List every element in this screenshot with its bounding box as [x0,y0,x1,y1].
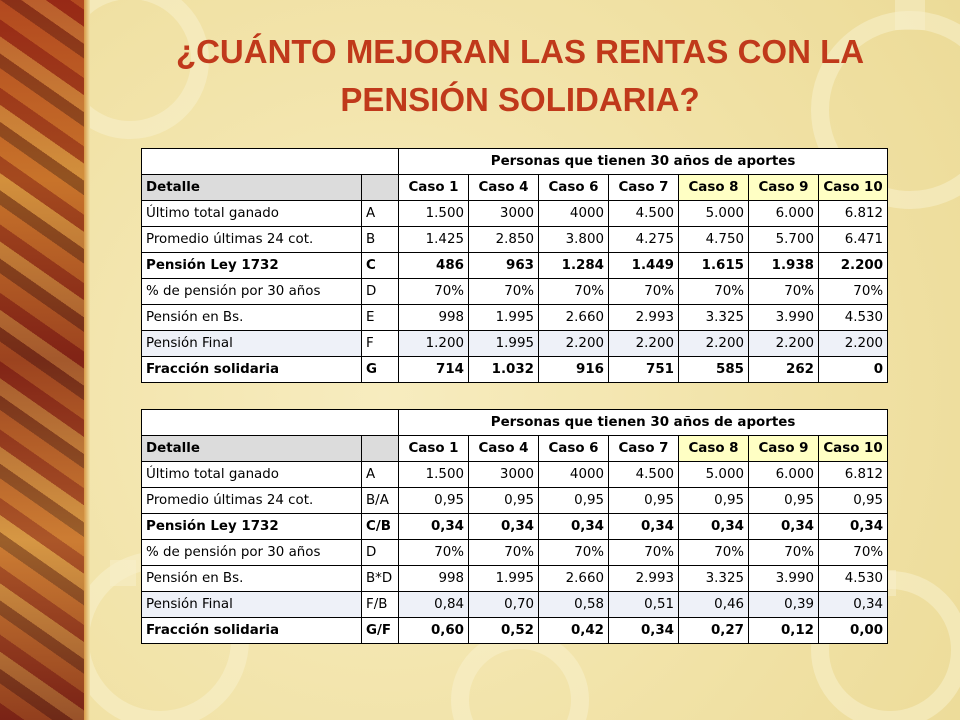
group-header: Personas que tienen 30 años de aportes [399,149,888,175]
detail-header: Detalle [142,436,362,462]
cell-value: 2.200 [819,253,888,279]
table-row [142,592,888,618]
row-label: Fracción solidaria [142,357,362,383]
row-label: Pensión Ley 1732 [142,514,362,540]
cell-value: 2.200 [749,331,819,357]
cell-value: 1.995 [469,566,539,592]
cell-value: 4.500 [609,462,679,488]
row-label: Pensión en Bs. [142,566,362,592]
cell-value: 6.000 [749,201,819,227]
cell-value: 0,12 [749,618,819,644]
cell-value: 1.500 [399,462,469,488]
cell-value: 0,95 [539,488,609,514]
cell-value: 4000 [539,462,609,488]
cell-value: 70% [609,540,679,566]
cell-value: 0,95 [749,488,819,514]
row-code: F/B [362,592,399,618]
cell-value: 3.990 [749,305,819,331]
cell-value: 262 [749,357,819,383]
decorative-sidebar [0,0,84,720]
cell-value: 0,70 [469,592,539,618]
cell-value: 4000 [539,201,609,227]
row-code: C [362,253,399,279]
cell-value: 0,39 [749,592,819,618]
cell-value: 5.000 [679,201,749,227]
cell-value: 0,00 [819,618,888,644]
row-label: % de pensión por 30 años [142,540,362,566]
cell-value: 2.993 [609,305,679,331]
cell-value: 1.938 [749,253,819,279]
cell-value: 70% [819,540,888,566]
row-label: Pensión Final [142,331,362,357]
row-label: Promedio últimas 24 cot. [142,488,362,514]
case-header: Caso 6 [539,436,609,462]
cell-value: 0,46 [679,592,749,618]
table-row [142,279,888,305]
table-row [142,462,888,488]
cell-value: 70% [469,279,539,305]
cell-value: 70% [819,279,888,305]
cell-value: 0,34 [609,618,679,644]
cell-value: 4.750 [679,227,749,253]
case-header: Caso 1 [399,436,469,462]
cell-value: 751 [609,357,679,383]
cell-value: 1.500 [399,201,469,227]
table-row [142,540,888,566]
cell-value: 0,34 [679,514,749,540]
case-header: Caso 1 [399,175,469,201]
cell-value: 0,60 [399,618,469,644]
cell-value: 2.200 [819,331,888,357]
cell-value: 70% [749,540,819,566]
cell-value: 4.530 [819,305,888,331]
row-code: E [362,305,399,331]
cell-value: 2.200 [539,331,609,357]
page-title [100,28,940,124]
cell-value: 70% [539,540,609,566]
table-ratios [141,409,888,644]
cell-value: 70% [609,279,679,305]
cell-value: 714 [399,357,469,383]
cell-value: 6.812 [819,201,888,227]
table-row [142,488,888,514]
cell-value: 70% [399,279,469,305]
group-header: Personas que tienen 30 años de aportes [399,410,888,436]
detail-header: Detalle [142,175,362,201]
row-label: Fracción solidaria [142,618,362,644]
cell-value: 585 [679,357,749,383]
case-header: Caso 6 [539,175,609,201]
cell-value: 3.990 [749,566,819,592]
cell-value: 1.425 [399,227,469,253]
cell-value: 0,95 [399,488,469,514]
cell-value: 0,51 [609,592,679,618]
row-code: D [362,279,399,305]
row-label: Pensión en Bs. [142,305,362,331]
cell-value: 70% [539,279,609,305]
cell-value: 2.660 [539,305,609,331]
cell-value: 0,58 [539,592,609,618]
row-code: B/A [362,488,399,514]
cell-value: 0,42 [539,618,609,644]
case-header: Caso 10 [819,436,888,462]
case-header: Caso 4 [469,175,539,201]
cell-value: 0,34 [819,514,888,540]
table-row [142,227,888,253]
cell-value: 70% [679,279,749,305]
table-corner [142,149,399,175]
cell-value: 0,95 [819,488,888,514]
cell-value: 5.700 [749,227,819,253]
cell-value: 4.500 [609,201,679,227]
table-row [142,514,888,540]
cell-value: 1.995 [469,331,539,357]
cell-value: 0,84 [399,592,469,618]
table-row [142,201,888,227]
case-header: Caso 10 [819,175,888,201]
cell-value: 2.200 [609,331,679,357]
cell-value: 0,34 [399,514,469,540]
cell-value: 3.325 [679,566,749,592]
row-code: B*D [362,566,399,592]
cell-value: 0,34 [469,514,539,540]
cell-value: 998 [399,305,469,331]
title-line-1: ¿CUÁNTO MEJORAN LAS RENTAS CON LA [175,33,865,70]
case-header: Caso 8 [679,175,749,201]
cell-value: 0,34 [609,514,679,540]
row-code: G [362,357,399,383]
cell-value: 0,95 [679,488,749,514]
case-header: Caso 7 [609,436,679,462]
cell-value: 916 [539,357,609,383]
cell-value: 2.850 [469,227,539,253]
table-row [142,566,888,592]
cell-value: 1.032 [469,357,539,383]
cell-value: 6.000 [749,462,819,488]
cell-value: 2.993 [609,566,679,592]
cell-value: 0,34 [539,514,609,540]
cell-value: 6.471 [819,227,888,253]
cell-value: 3.800 [539,227,609,253]
row-code: C/B [362,514,399,540]
cell-value: 70% [469,540,539,566]
cell-value: 5.000 [679,462,749,488]
table-row [142,618,888,644]
cell-value: 2.660 [539,566,609,592]
cell-value: 486 [399,253,469,279]
case-header: Caso 8 [679,436,749,462]
cell-value: 963 [469,253,539,279]
code-header [362,175,399,201]
cell-value: 70% [679,540,749,566]
row-code: F [362,331,399,357]
cell-value: 3000 [469,462,539,488]
cell-value: 3000 [469,201,539,227]
row-label: Último total ganado [142,462,362,488]
table-corner [142,410,399,436]
cell-value: 1.284 [539,253,609,279]
cell-value: 0 [819,357,888,383]
cell-value: 998 [399,566,469,592]
cell-value: 4.530 [819,566,888,592]
row-label: Pensión Ley 1732 [142,253,362,279]
cell-value: 6.812 [819,462,888,488]
case-header: Caso 9 [749,175,819,201]
row-code: G/F [362,618,399,644]
cell-value: 0,27 [679,618,749,644]
table-row [142,357,888,383]
cell-value: 2.200 [679,331,749,357]
table-row [142,253,888,279]
cell-value: 0,95 [469,488,539,514]
table-row [142,305,888,331]
case-header: Caso 4 [469,436,539,462]
row-label: Último total ganado [142,201,362,227]
row-label: % de pensión por 30 años [142,279,362,305]
table-row [142,331,888,357]
code-header [362,436,399,462]
cell-value: 4.275 [609,227,679,253]
cell-value: 70% [399,540,469,566]
cell-value: 0,95 [609,488,679,514]
table-absolute-values [141,148,888,383]
case-header: Caso 7 [609,175,679,201]
row-code: D [362,540,399,566]
row-code: A [362,201,399,227]
cell-value: 1.615 [679,253,749,279]
cell-value: 3.325 [679,305,749,331]
cell-value: 0,34 [819,592,888,618]
cell-value: 1.995 [469,305,539,331]
cell-value: 1.200 [399,331,469,357]
cell-value: 70% [749,279,819,305]
title-line-2: PENSIÓN SOLIDARIA? [340,81,700,118]
cell-value: 0,34 [749,514,819,540]
row-code: A [362,462,399,488]
cell-value: 1.449 [609,253,679,279]
cell-value: 0,52 [469,618,539,644]
row-code: B [362,227,399,253]
case-header: Caso 9 [749,436,819,462]
row-label: Pensión Final [142,592,362,618]
row-label: Promedio últimas 24 cot. [142,227,362,253]
